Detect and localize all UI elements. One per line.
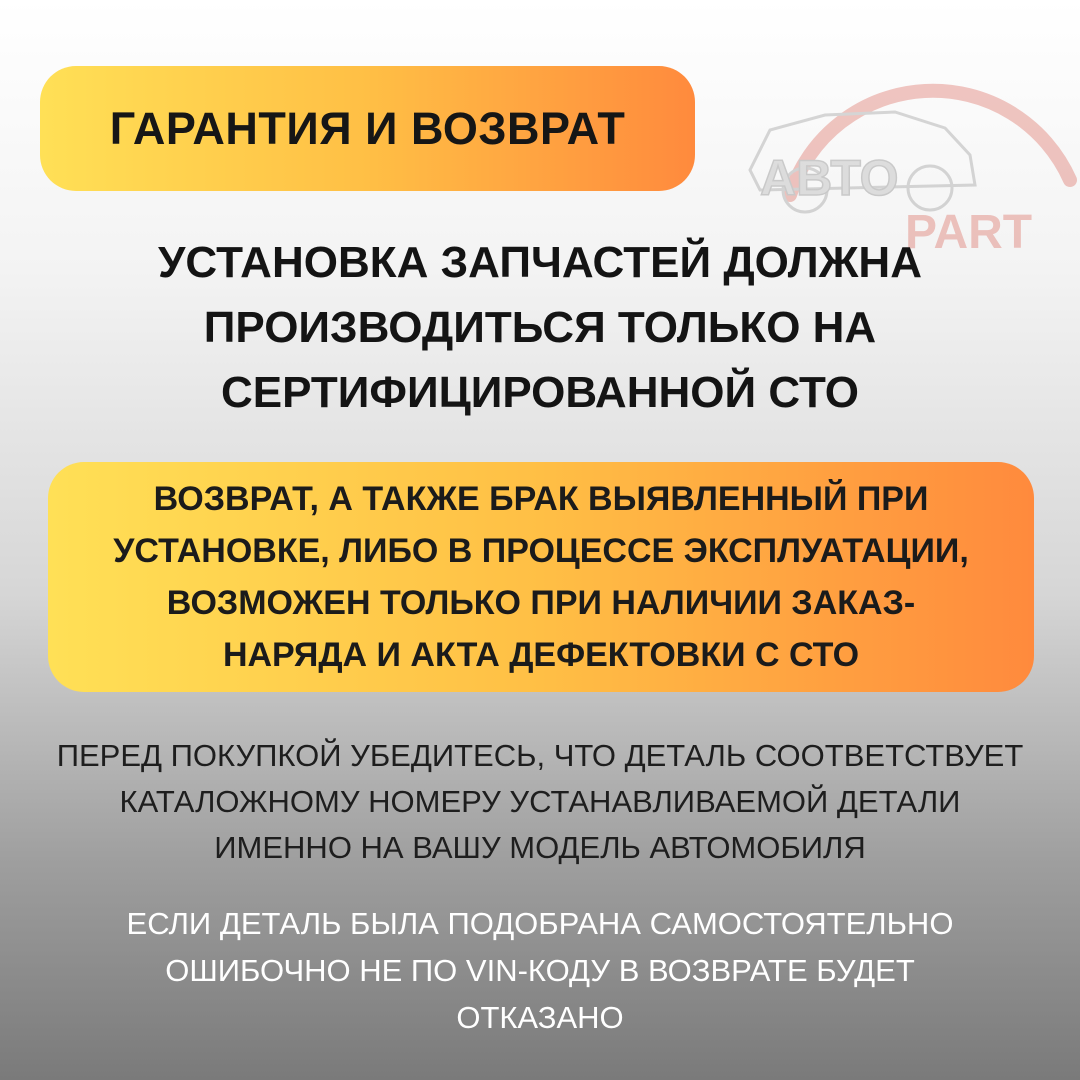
refusal-line: ОТКАЗАНО [456,1000,624,1035]
refusal-note [20,900,1060,1041]
heading-line: УСТАНОВКА ЗАПЧАСТЕЙ ДОЛЖНА [158,238,922,287]
refusal-line: ЕСЛИ ДЕТАЛЬ БЫЛА ПОДОБРАНА САМОСТОЯТЕЛЬНО [126,906,954,941]
logo-word-avto: АВТО [760,150,899,206]
warning-line: УСТАНОВКЕ, ЛИБО В ПРОЦЕССЕ ЭКСПЛУАТАЦИИ, [113,532,969,570]
note-line: КАТАЛОЖНОМУ НОМЕРУ УСТАНАВЛИВАЕМОЙ ДЕТАЛИ [119,784,961,819]
installation-requirement [40,230,1040,425]
warning-line: ВОЗМОЖЕН ТОЛЬКО ПРИ НАЛИЧИИ ЗАКАЗ- [166,584,916,622]
return-conditions-banner [48,462,1034,692]
page-title: ГАРАНТИЯ И ВОЗВРАТ [109,102,626,154]
return-conditions-text [113,473,969,681]
heading-line: СЕРТИФИЦИРОВАННОЙ СТО [221,368,859,417]
note-line: ПЕРЕД ПОКУПКОЙ УБЕДИТЕСЬ, ЧТО ДЕТАЛЬ СООТВЕТСТВУЕТ [56,738,1024,773]
warning-line: ВОЗВРАТ, А ТАКЖЕ БРАК ВЫЯВЛЕННЫЙ ПРИ [153,480,929,518]
logo-word-part: PART [905,206,1033,259]
autopart-logo-watermark [730,20,1080,260]
title-banner [40,66,695,191]
compatibility-note [20,733,1060,871]
warning-line: НАРЯДА И АКТА ДЕФЕКТОВКИ С СТО [222,636,860,674]
heading-line: ПРОИЗВОДИТЬСЯ ТОЛЬКО НА [203,303,877,352]
refusal-line: ОШИБОЧНО НЕ ПО VIN-КОДУ В ВОЗВРАТЕ БУДЕТ [165,953,915,988]
note-line: ИМЕННО НА ВАШУ МОДЕЛЬ АВТОМОБИЛЯ [214,830,866,865]
